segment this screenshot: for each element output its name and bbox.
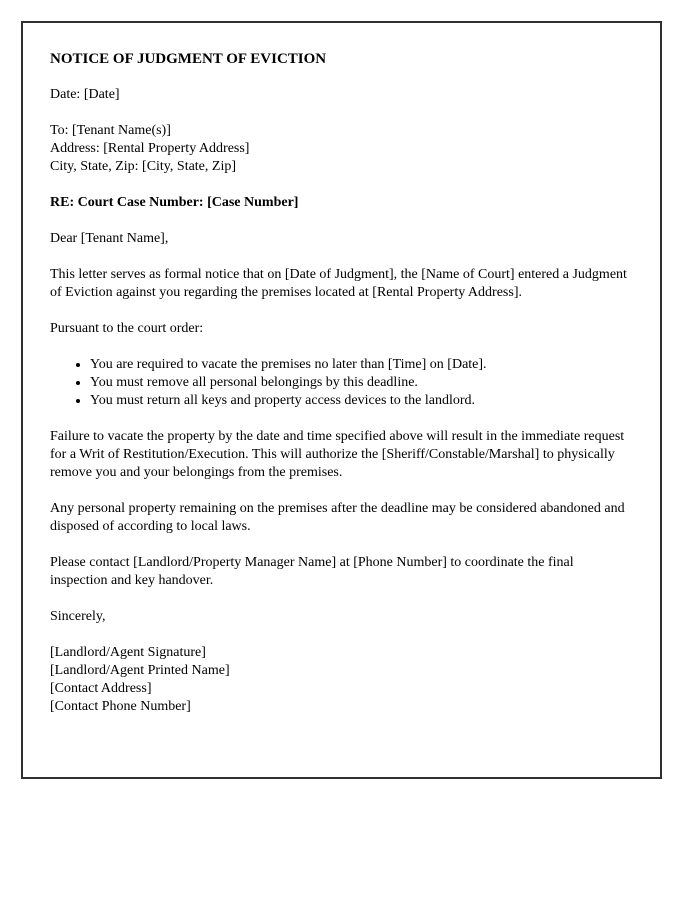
paragraph-intro: This letter serves as formal notice that on [Date of Judgment], the [Name of Court] entered a Judgment of Eviction against you regarding the premises located at [Rental Property Address]. xyxy=(50,267,627,300)
recipient-to-line: To: [Tenant Name(s)] xyxy=(50,123,171,138)
contact-phone-line: [Contact Phone Number] xyxy=(50,699,191,714)
letter-document xyxy=(21,21,662,779)
recipient-block xyxy=(50,122,633,176)
signature-block xyxy=(50,644,633,716)
contact-address-line: [Contact Address] xyxy=(50,681,152,696)
signature-line: [Landlord/Agent Signature] xyxy=(50,645,206,660)
list-item: • You are required to vacate the premises no later than [Time] on [Date]. xyxy=(90,356,633,374)
recipient-address-line: Address: [Rental Property Address] xyxy=(50,141,250,156)
paragraph-contact: Please contact [Landlord/Property Manager Name] at [Phone Number] to coordinate the final inspection and key handover. xyxy=(50,555,574,588)
subject-line: RE: Court Case Number: [Case Number] xyxy=(50,195,299,210)
list-item: • You must remove all personal belongings by this deadline. xyxy=(90,374,633,392)
paragraph-pursuant: Pursuant to the court order: xyxy=(50,321,204,336)
list-item: • You must return all keys and property access devices to the landlord. xyxy=(90,392,633,410)
paragraph-failure-to-vacate: Failure to vacate the property by the date and time specified above will result in the immediate request for a Writ of Restitution/Execution. This will authorize the [Sheriff/Constable/Marshal] to physically remove you and your belongings from the premises. xyxy=(50,429,625,480)
salutation: Dear [Tenant Name], xyxy=(50,231,169,246)
paragraph-abandoned-property: Any personal property remaining on the premises after the deadline may be considered abandoned and disposed of according to local laws. xyxy=(50,501,625,534)
printed-name-line: [Landlord/Agent Printed Name] xyxy=(50,663,230,678)
letter-title: NOTICE OF JUDGMENT OF EVICTION xyxy=(50,51,327,67)
court-order-requirements-list xyxy=(50,356,633,410)
recipient-city-state-zip-line: City, State, Zip: [City, State, Zip] xyxy=(50,159,236,174)
date-line: Date: [Date] xyxy=(50,87,120,102)
closing: Sincerely, xyxy=(50,609,106,624)
